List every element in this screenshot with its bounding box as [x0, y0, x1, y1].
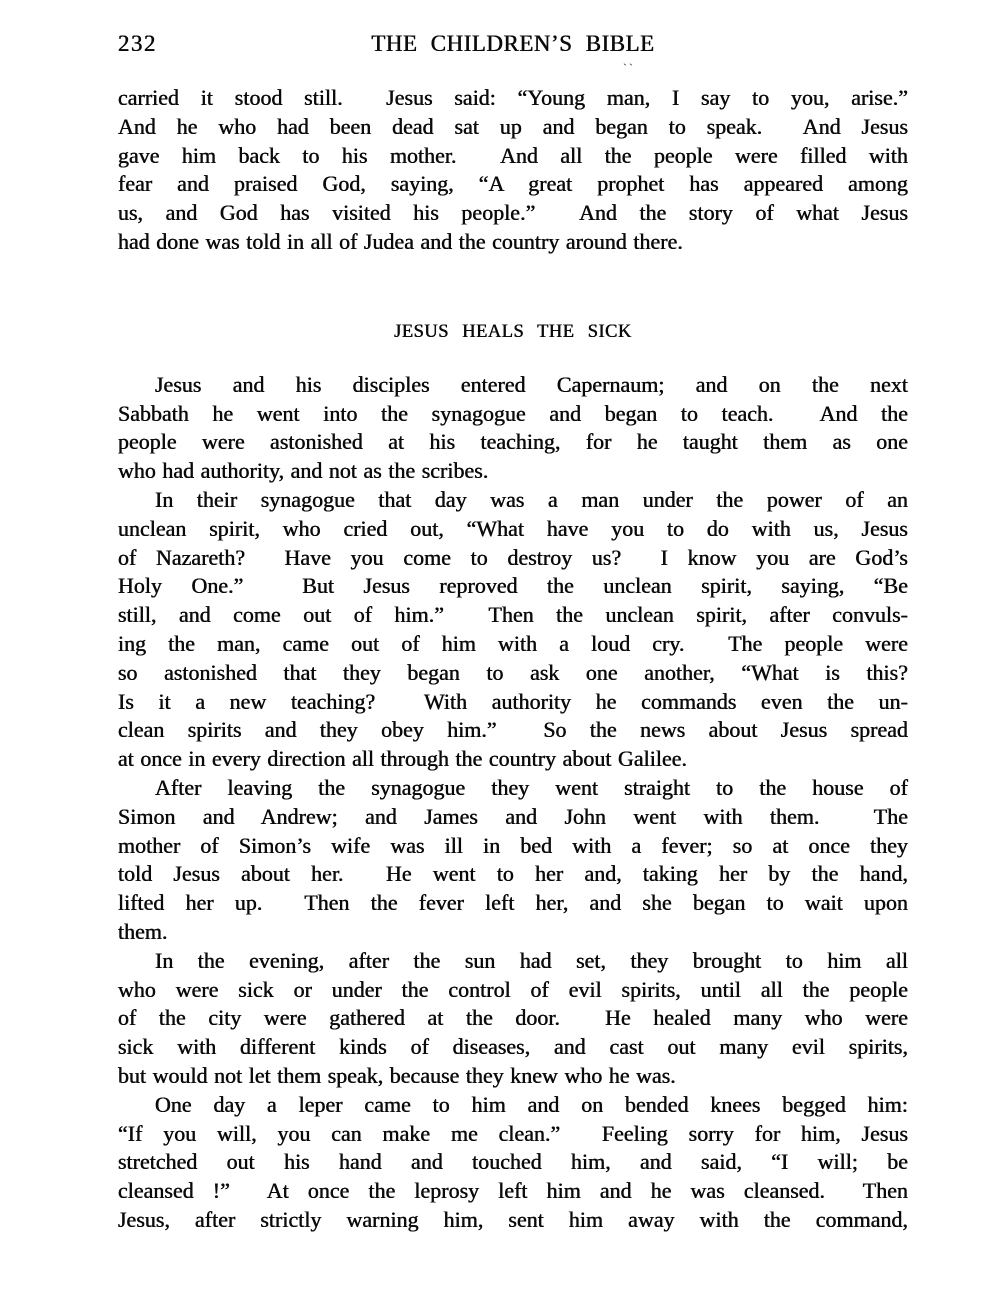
text-line: of the city were gathered at the door. He healed many who were	[118, 1005, 908, 1031]
text-line: One day a leper came to him and on bended knees begged him:	[155, 1091, 908, 1117]
text-line: who were sick or under the control of evil spirits, until all the people	[118, 976, 908, 1002]
paragraph	[118, 774, 908, 947]
text-line: still, and come out of him.” Then the unclean spirit, after convuls-	[118, 602, 908, 628]
paragraph	[118, 371, 908, 486]
paragraph	[118, 1091, 908, 1235]
text-line: mother of Simon’s wife was ill in bed with a fever; so at once they	[118, 832, 908, 858]
text-line: had done was told in all of Judea and the country around there.	[118, 228, 683, 254]
text-line: Jesus, after strictly warning him, sent him away with the command,	[118, 1206, 908, 1232]
text-line: lifted her up. Then the fever left her, and she began to wait upon	[118, 890, 908, 916]
page-header	[118, 30, 908, 75]
paragraph	[118, 486, 908, 774]
text-line: sick with different kinds of diseases, and cast out many evil spirits,	[118, 1034, 908, 1060]
text-line: In their synagogue that day was a man under the power of an	[155, 486, 908, 512]
text-line: Jesus and his disciples entered Capernaum; and on the next	[155, 371, 908, 397]
text-line: Is it a new teaching? With authority he commands even the un-	[118, 688, 908, 714]
text-line: Simon and Andrew; and James and John went with them. The	[118, 803, 908, 829]
text-line: us, and God has visited his people.” And the story of what Jesus	[118, 200, 908, 226]
scan-artifact-marks: ˋˋ	[623, 61, 635, 75]
paragraph	[118, 947, 908, 1091]
text-line: clean spirits and they obey him.” So the news about Jesus spread	[118, 717, 908, 743]
text-line: told Jesus about her. He went to her and, taking her by the hand,	[118, 861, 908, 887]
text-line: After leaving the synagogue they went straight to the house of	[155, 774, 908, 800]
text-line: so astonished that they began to ask one another, “What is this?	[118, 659, 908, 685]
text-line: unclean spirit, who cried out, “What have you to do with us, Jesus	[118, 515, 908, 541]
text-line: stretched out his hand and touched him, and said, “I will; be	[118, 1149, 908, 1175]
running-title: THE CHILDREN’S BIBLE	[371, 31, 655, 56]
text-line: Sabbath he went into the synagogue and began to teach. And the	[118, 400, 908, 426]
text-line: at once in every direction all through the country about Galilee.	[118, 746, 687, 772]
text-line: who had authority, and not as the scribes.	[118, 458, 489, 484]
page-number: 232	[118, 31, 157, 56]
text-line: And he who had been dead sat up and began to speak. And Jesus	[118, 113, 908, 139]
paragraph	[118, 84, 908, 257]
text-line: ing the man, came out of him with a loud cry. The people were	[118, 630, 908, 656]
section-heading: JESUS HEALS THE SICK	[394, 321, 632, 342]
text-line: cleansed !” At once the leprosy left him and he was cleansed. Then	[118, 1178, 908, 1204]
text-line: “If you will, you can make me clean.” Feeling sorry for him, Jesus	[118, 1120, 908, 1146]
text-line: In the evening, after the sun had set, they brought to him all	[155, 947, 908, 973]
text-line: gave him back to his mother. And all the people were filled with	[118, 142, 908, 168]
text-line: of Nazareth? Have you come to destroy us? I know you are God’s	[118, 544, 908, 570]
text-line: people were astonished at his teaching, for he taught them as one	[118, 429, 908, 455]
text-line: carried it stood still. Jesus said: “Young man, I say to you, arise.”	[118, 85, 908, 110]
text-line: them.	[118, 918, 168, 944]
text-line: fear and praised God, saying, “A great prophet has appeared among	[118, 171, 908, 197]
text-line: Holy One.” But Jesus reproved the unclean spirit, saying, “Be	[118, 573, 908, 599]
page-body	[118, 84, 908, 1235]
text-line: but would not let them speak, because they knew who he was.	[118, 1062, 676, 1088]
